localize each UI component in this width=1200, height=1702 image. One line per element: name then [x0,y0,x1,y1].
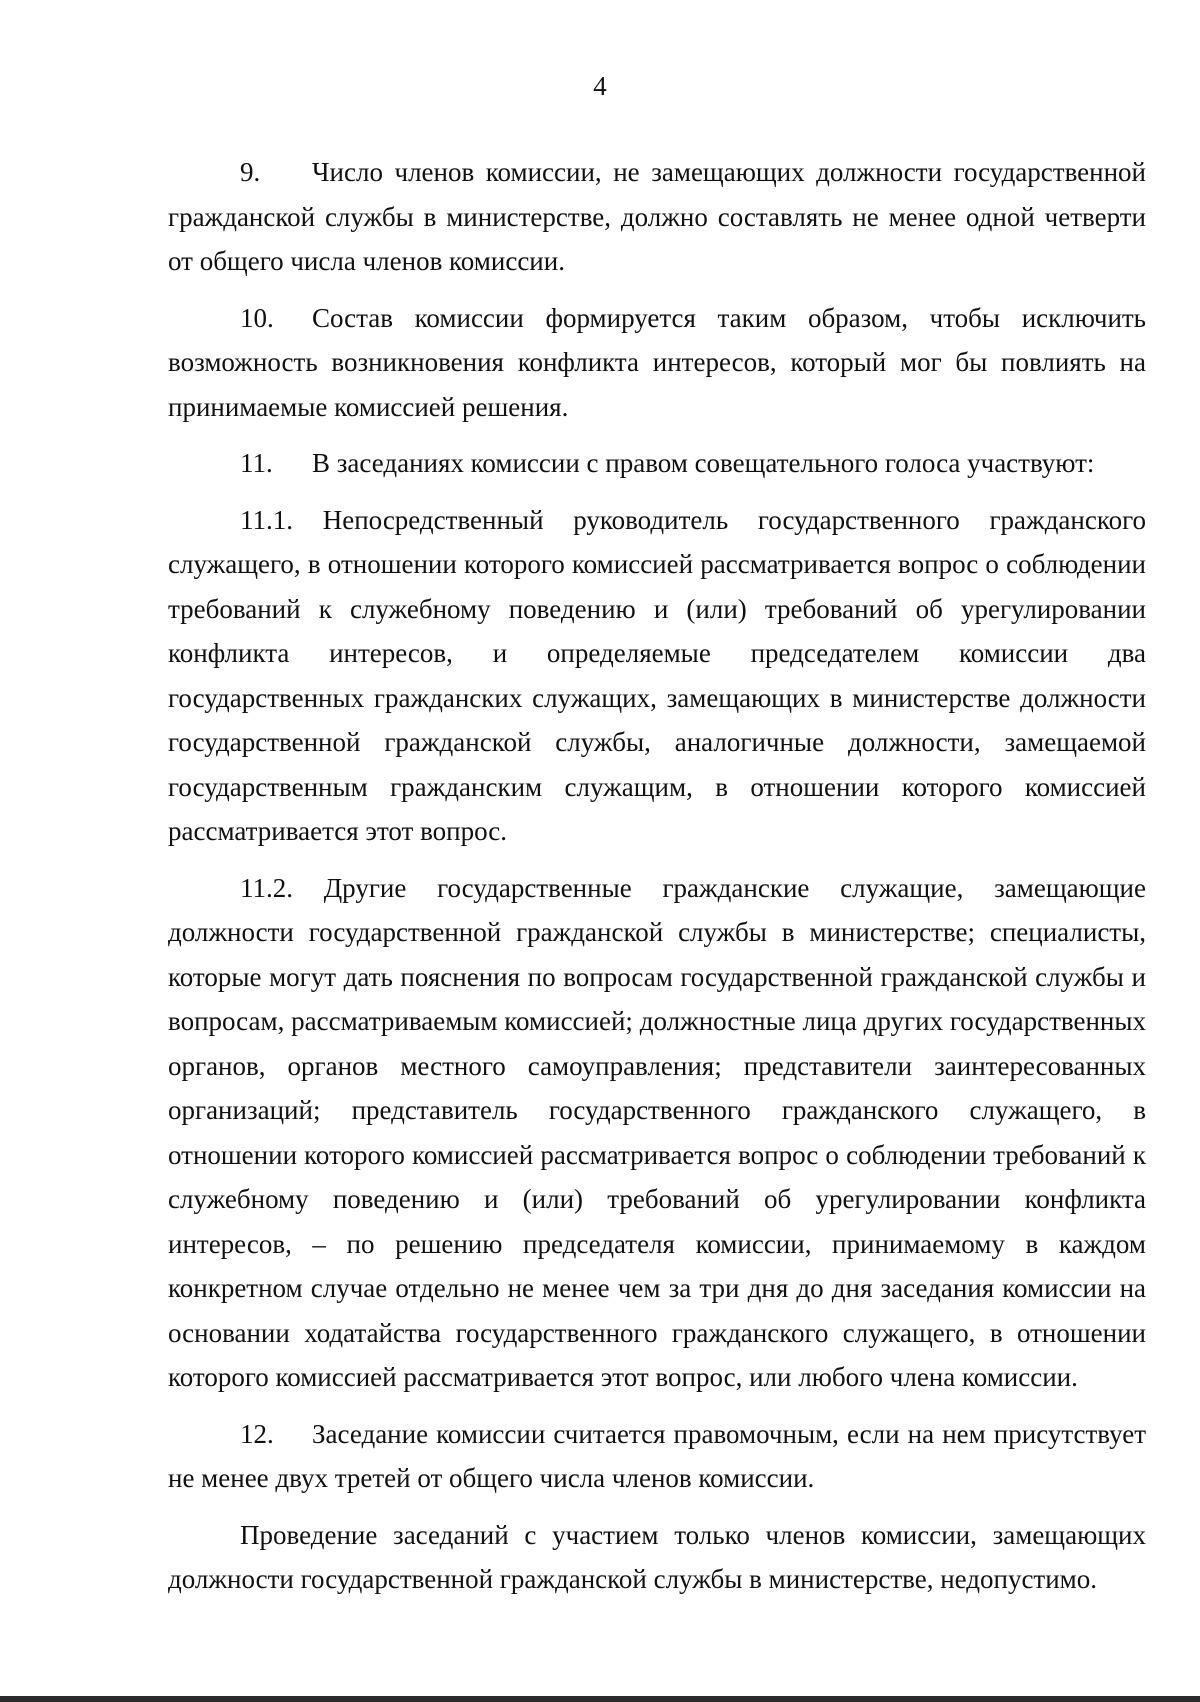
paragraph-final [168,1513,1146,1602]
paragraph-11-2 [168,866,1146,1400]
paragraph-number: 10. [240,302,274,333]
paragraph-number: 12. [240,1418,274,1449]
paragraph-11-1 [168,498,1146,854]
paragraph-text: В заседаниях комиссии с правом совещательного голоса участвуют: [312,448,1095,478]
paragraph-text: Непосредственный руководитель государственного гражданского служащего, в отношении которого комиссией рассматривается вопрос о соблюдении требований к служебному поведению и (или) требований об урегулировании конфликта интересов, и определяемые председателем комиссии два государственных гражданских служащих, замещающих в министерстве должности государственной гражданской службы, аналогичные должности, замещаемой государственным гражданским служащим, в отношении которого комиссией рассматривается этот вопрос. [168,504,1146,846]
paragraph-number: 11. [240,448,273,478]
scan-bottom-edge [0,1696,1200,1702]
document-body [168,150,1146,1614]
paragraph-text: Состав комиссии формируется таким образом, чтобы исключить возможность возникновения конфликта интересов, который мог бы повлиять на принимаемые комиссией решения. [168,302,1146,422]
paragraph-number: 11.1. [240,504,293,535]
paragraph-11 [168,441,1146,486]
paragraph-number: 9. [240,157,261,187]
paragraph-9 [168,150,1146,284]
paragraph-text: Заседание комиссии считается правомочным, если на нем присутствует не менее двух третей от общего числа членов комиссии. [168,1418,1146,1493]
paragraph-12 [168,1412,1146,1501]
paragraph-number: 11.2. [240,872,293,903]
paragraph-text: Проведение заседаний с участием только членов комиссии, замещающих должности государственной гражданской службы в министерстве, недопустимо. [168,1519,1146,1594]
paragraph-text: Другие государственные гражданские служащие, замещающие должности государственной гражданской службы в министерстве; специалисты, которые могут дать пояснения по вопросам государственной гражданской службы и вопросам, рассматриваемым комиссией; должностные лица других государственных органов, органов местного самоуправления; представители заинтересованных организаций; представитель государственного гражданского служащего, в отношении которого комиссией рассматривается вопрос о соблюдении требований к служебному поведению и (или) требований об урегулировании конфликта интересов, – по решению председателя комиссии, принимаемому в каждом конкретном случае отдельно не менее чем за три дня до дня заседания комиссии на основании ходатайства государственного гражданского служащего, в отношении которого комиссией рассматривается этот вопрос, или любого члена комиссии. [168,872,1146,1392]
page-number: 4 [593,71,607,101]
paragraph-text: Число членов комиссии, не замещающих должности государственной гражданской службы в министерстве, должно составлять не менее одной четверти от общего числа членов комиссии. [168,157,1146,276]
paragraph-10 [168,296,1146,430]
